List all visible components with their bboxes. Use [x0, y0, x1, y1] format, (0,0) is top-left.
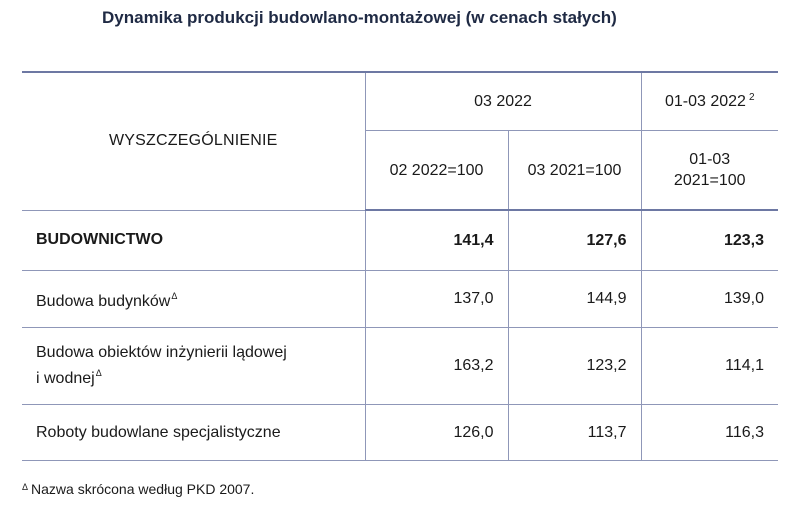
table-row	[22, 328, 778, 405]
production-dynamics-table	[22, 71, 778, 461]
header-group-month: 03 2022	[365, 72, 641, 131]
row-label: BUDOWNICTWO	[22, 210, 365, 271]
delta-marker: Δ	[95, 368, 102, 378]
cell-value: 126,0	[365, 405, 508, 461]
cell-value: 137,0	[365, 271, 508, 328]
row-label: Budowa budynków$^\Delta$	[22, 271, 365, 328]
table-title: Dynamika produkcji budowlano-montażowej (w cenach stałych)	[102, 8, 617, 27]
table-row	[22, 210, 778, 271]
header-footnote-ref: 2	[748, 92, 755, 103]
header-sub-cumulative: 01-03 2021=100	[641, 131, 778, 211]
footnote-symbol: Δ	[22, 482, 29, 492]
cell-value: 144,9	[508, 271, 641, 328]
footnote	[22, 481, 254, 497]
cell-value: 127,6	[508, 210, 641, 271]
footnote-text: Nazwa skrócona według PKD 2007.	[31, 481, 255, 497]
table-row	[22, 271, 778, 328]
cell-value: 123,2	[508, 328, 641, 405]
cell-value: 123,3	[641, 210, 778, 271]
cell-value: 114,1	[641, 328, 778, 405]
delta-marker: Δ	[171, 291, 178, 301]
table-row	[22, 405, 778, 461]
header-sub-prev-month: 02 2022=100	[365, 131, 508, 211]
header-sub-prev-year: 03 2021=100	[508, 131, 641, 211]
header-label-column: WYSZCZEGÓLNIENIE	[22, 72, 365, 210]
cell-value: 139,0	[641, 271, 778, 328]
row-label: Roboty budowlane specjalistyczne	[22, 405, 365, 461]
cell-value: 141,4	[365, 210, 508, 271]
row-label: Budowa obiektów inżynierii lądowej i wodnej$^\Delta$	[22, 328, 365, 405]
cell-value: 113,7	[508, 405, 641, 461]
header-group-cumulative: 01-03 2022 $^2$	[641, 72, 778, 131]
cell-value: 116,3	[641, 405, 778, 461]
cell-value: 163,2	[365, 328, 508, 405]
